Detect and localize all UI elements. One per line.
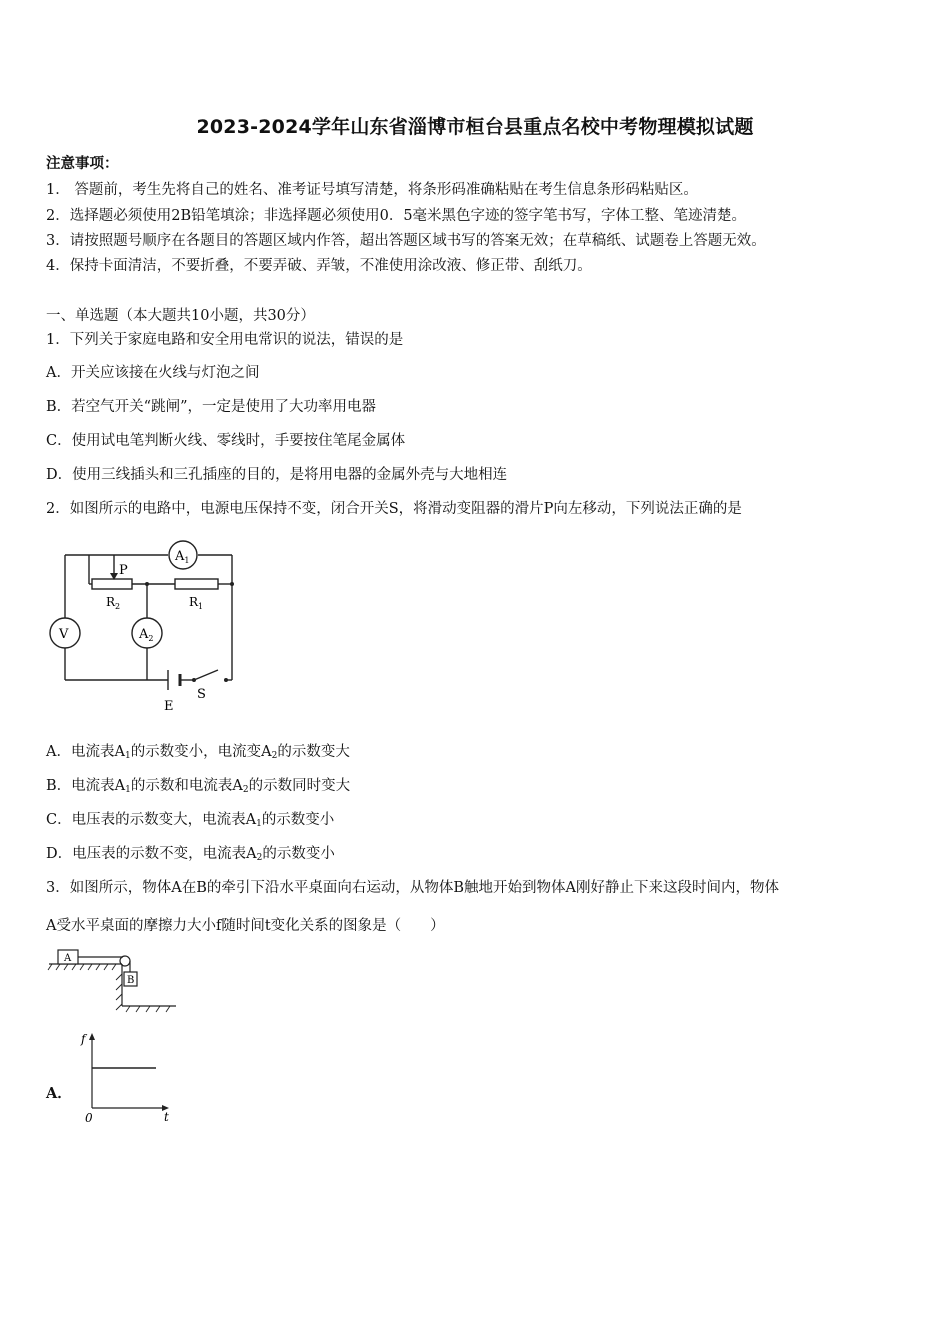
q2-option-b: B．电流表$A_1$的示数和电流表$A_2$的示数同时变大 (46, 778, 351, 795)
q1-option-b: B．若空气开关“跳闸”，一定是使用了大功率用电器 (46, 399, 376, 415)
graph-t-axis-label: t (164, 1110, 169, 1124)
voltmeter-label: V (59, 627, 69, 642)
q3-stem-line-2: A受水平桌面的摩擦力大小f随时间t变化关系的图象是（ ） (46, 918, 445, 934)
q1-option-c: C．使用试电笔判断火线、零线时，手要按住笔尾金属体 (46, 433, 406, 449)
note-item-2: 2．选择题必须使用2B铅笔填涂；非选择题必须使用0．5毫米黑色字迹的签字笔书写，字体工整、笔迹清楚。 (46, 208, 747, 224)
r2-label: $R_2$ (106, 595, 121, 611)
q1-option-a: A．开关应该接在火线与灯泡之间 (46, 365, 260, 381)
q3-option-a-label: A． (46, 1085, 72, 1102)
section-heading: 一、单选题（本大题共10小题，共30分） (46, 308, 315, 324)
q2-option-d: D．电压表的示数不变，电流表$A_2$的示数变小 (46, 846, 335, 863)
graph-f-axis-label: f (81, 1032, 86, 1046)
q3-pulley-figure (44, 944, 184, 1019)
q1-stem: 1．下列关于家庭电路和安全用电常识的说法，错误的是 (46, 332, 404, 348)
page-title: 2023-2024学年山东省淄博市桓台县重点名校中考物理模拟试题 (196, 116, 754, 138)
note-item-1: 1． 答题前，考生先将自己的姓名、准考证号填写清楚，将条形码准确粘贴在考生信息条形码粘贴区。 (46, 182, 698, 198)
a1-label: $A_1$ (175, 549, 190, 565)
q3-stem-line-1: 3．如图所示，物体A在B的牵引下沿水平桌面向右运动，从物体B触地开始到物体A刚好静止下来这段时间内，物体 (46, 880, 779, 896)
a2-label: $A_2$ (139, 627, 154, 643)
battery-e-label: E (164, 699, 174, 714)
q2-circuit-diagram (44, 540, 249, 720)
r1-label: $R_1$ (189, 595, 204, 611)
q2-stem: 2．如图所示的电路中，电源电压保持不变，闭合开关S，将滑动变阻器的滑片P向左移动，下列说法正确的是 (46, 501, 742, 517)
block-a-label: A (64, 953, 72, 964)
graph-origin-label: 0 (85, 1111, 93, 1125)
q2-option-a: A．电流表$A_1$的示数变小，电流变$A_2$的示数变大 (46, 744, 350, 761)
block-b-label: B (127, 975, 135, 986)
note-item-3: 3．请按照题号顺序在各题目的答题区域内作答，超出答题区域书写的答案无效；在草稿纸、试题卷上答题无效。 (46, 233, 766, 249)
notes-heading: 注意事项： (46, 155, 119, 172)
q2-option-c: C．电压表的示数变大，电流表$A_1$的示数变小 (46, 812, 335, 829)
q1-option-d: D．使用三线插头和三孔插座的目的，是将用电器的金属外壳与大地相连 (46, 467, 508, 483)
switch-s-label: S (197, 687, 206, 702)
slider-p-label: P (119, 563, 128, 578)
q3-option-a-graph (74, 1026, 174, 1126)
note-item-4: 4．保持卡面清洁，不要折叠，不要弄破、弄皱，不准使用涂改液、修正带、刮纸刀。 (46, 258, 592, 274)
